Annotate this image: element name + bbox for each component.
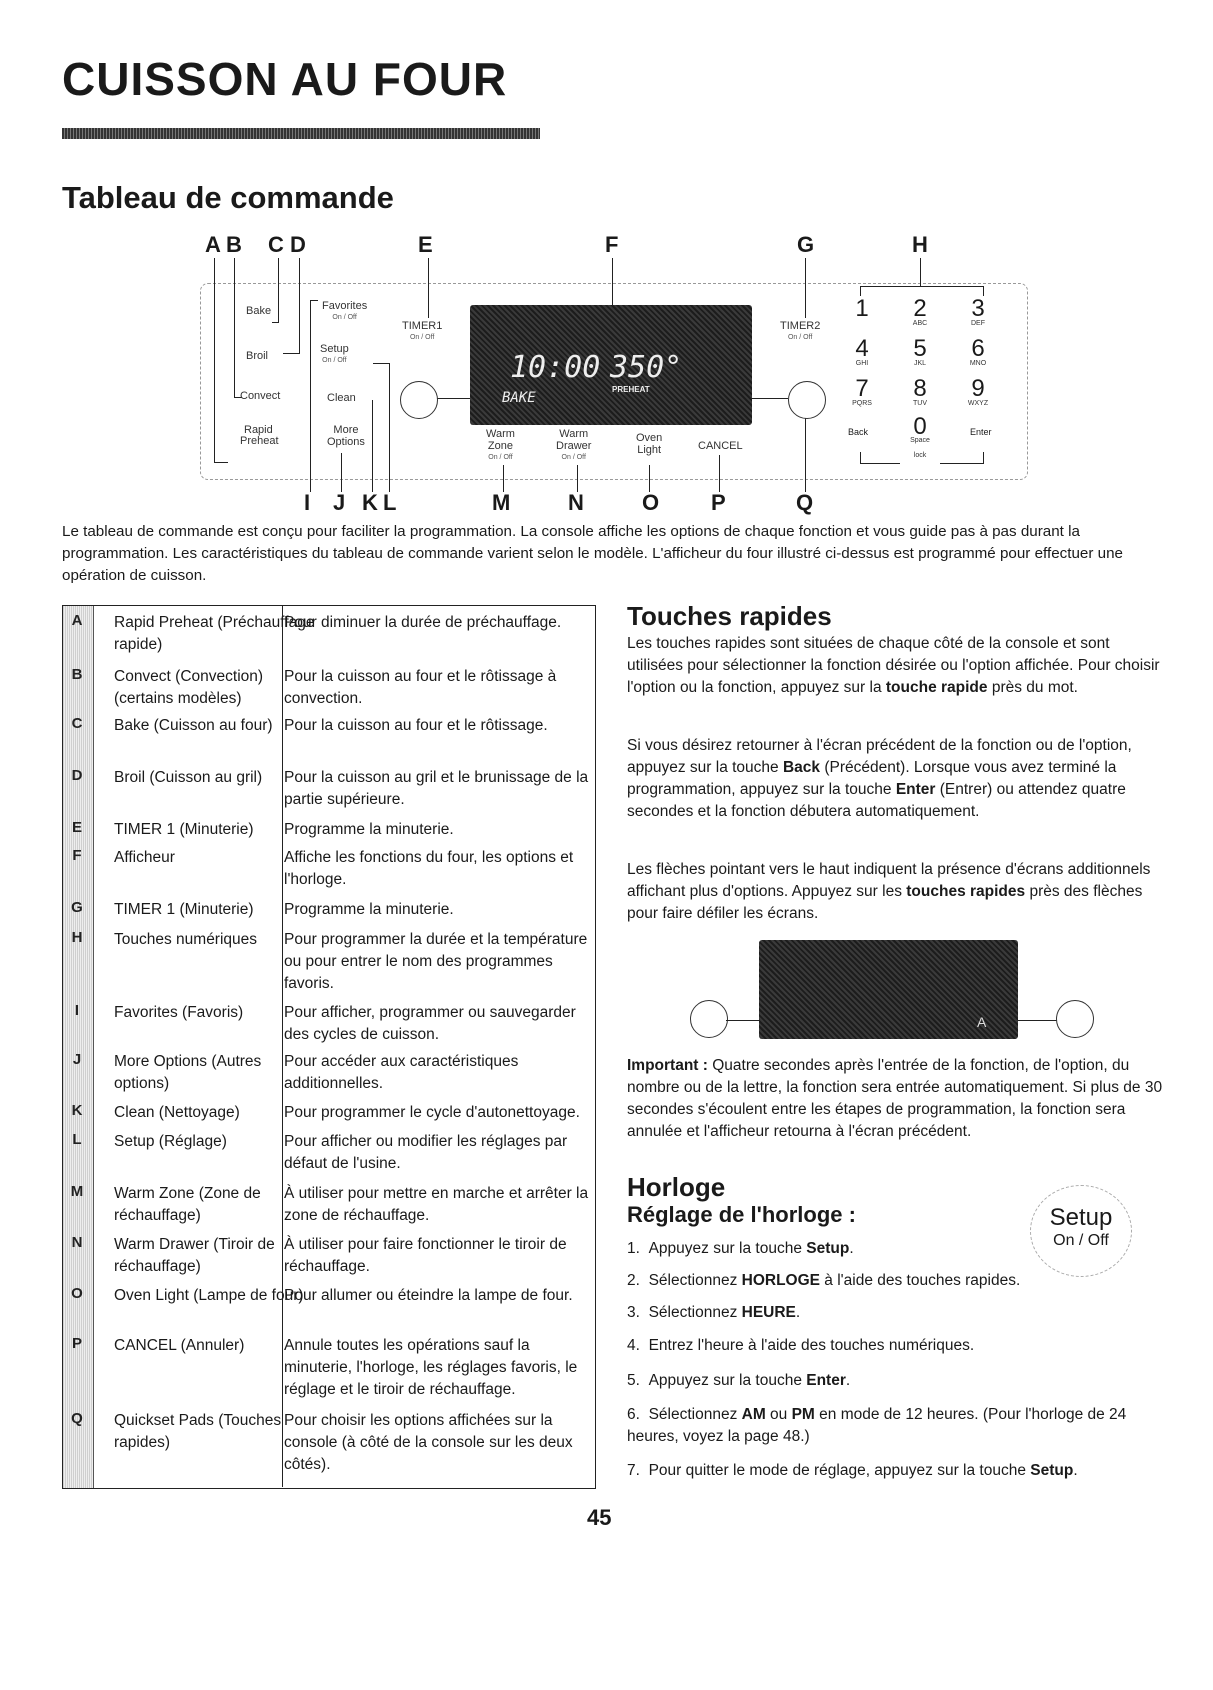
callout-letter-o: O (642, 490, 660, 515)
callout-letter-k: K (362, 490, 378, 515)
page-number: 45 (587, 1505, 612, 1530)
display-screen-illustration (759, 940, 1018, 1039)
timer2-pad[interactable] (780, 320, 820, 344)
key-5-letters: JKL (913, 360, 927, 367)
row-name: Broil (Cuisson au gril) (114, 769, 263, 786)
favorites-pad[interactable] (322, 300, 367, 324)
display-function: BAKE (502, 390, 536, 406)
key-3-letters: DEF (971, 320, 985, 327)
step-item: 5. Appuyez sur la touche Enter. (627, 1372, 851, 1389)
row-desc: Affiche les fonctions du four, les options et l'horloge. (284, 849, 574, 888)
horloge-title: Horloge (627, 1172, 726, 1202)
step-item: 2. Sélectionnez HORLOGE à l'aide des touches rapides. (627, 1272, 1021, 1289)
row-key: G (71, 899, 83, 916)
callout-letter-c: C (268, 232, 284, 257)
up-arrow-icon: A (977, 1014, 987, 1030)
key-9-letters: WXYZ (967, 400, 989, 407)
display-temp: 350° (610, 350, 683, 385)
row-desc: Programme la minuterie. (284, 901, 454, 918)
key-back[interactable]: Back (848, 427, 869, 437)
row-desc: À utiliser pour mettre en marche et arrêter la zone de réchauffage. (284, 1185, 589, 1224)
callout-letter-i: I (304, 490, 311, 515)
clean-pad[interactable]: Clean (327, 392, 356, 404)
key-4[interactable]: 4 (855, 335, 869, 362)
key-2[interactable]: 2 (913, 295, 927, 322)
quickset-pad-left[interactable] (400, 381, 438, 419)
callout-letter-q: Q (796, 490, 814, 515)
key-2-letters: ABC (912, 320, 928, 327)
touches-para-3: Les flèches pointant vers le haut indiquent la présence d'écrans additionnels affichant plus d'options. Appuyez sur les touches rapides près des flèches pour faire défiler les écrans. (627, 861, 1151, 922)
callout-letter-j: J (333, 490, 346, 515)
title-underline (62, 128, 540, 139)
cancel-pad[interactable]: CANCEL (698, 440, 743, 452)
row-key: Q (71, 1410, 83, 1427)
key-3[interactable]: 3 (971, 295, 985, 322)
row-key: C (71, 715, 83, 732)
feature-table (62, 605, 596, 1690)
section-title: Tableau de commande (62, 180, 394, 215)
row-desc: Pour afficher ou modifier les réglages par défaut de l'usine. (284, 1133, 568, 1172)
setup-label: Setup (320, 343, 349, 355)
callout-letter-h: H (912, 232, 928, 257)
options-label: Options (327, 436, 365, 448)
touches-para-2: Si vous désirez retourner à l'écran précédent de la fonction ou de l'option, appuyez sur la touche Back (Précédent). Lorsque vous avez terminé la programmation, appuyez sur la touche Enter (Entrer) ou attendez quatre secondes et la fonction débutera automatiquement. (627, 737, 1132, 820)
callout-letter-l: L (383, 490, 397, 515)
warm-zone-label-2: Zone (487, 440, 513, 452)
row-desc: Pour programmer le cycle d'autonettoyage. (284, 1104, 580, 1121)
step-item: 3. Sélectionnez HEURE. (627, 1304, 801, 1321)
row-key: N (71, 1234, 83, 1251)
row-name: Bake (Cuisson au four) (114, 717, 273, 734)
row-desc: Pour la cuisson au four et le rôtissage à convection. (284, 668, 557, 707)
key-7[interactable]: 7 (855, 375, 869, 402)
touches-title: Touches rapides (627, 601, 832, 631)
broil-label: Broil (246, 350, 269, 362)
row-name: Warm Zone (Zone de réchauffage) (114, 1185, 261, 1224)
row-key: I (74, 1002, 80, 1019)
row-desc: Pour accéder aux caractéristiques additionnelles. (284, 1053, 519, 1092)
favorites-sublabel: On / Off (332, 314, 357, 321)
row-desc: Pour diminuer la durée de préchauffage. (284, 614, 562, 631)
row-key: L (72, 1131, 82, 1148)
row-key: M (70, 1183, 84, 1200)
timer1-sublabel: On / Off (409, 334, 435, 341)
row-desc: Pour programmer la durée et la température ou pour entrer le nom des programmes favoris. (284, 931, 588, 992)
preheat-label: Preheat (240, 435, 279, 447)
row-key: O (71, 1285, 83, 1302)
more-options-pad[interactable] (327, 424, 365, 448)
favorites-label: Favorites (322, 300, 368, 312)
timer2-label: TIMER2 (780, 320, 821, 332)
key-7-letters: PQRS (852, 400, 872, 407)
warm-drawer-label-2: Drawer (556, 440, 592, 452)
row-name: Touches numériques (114, 931, 258, 948)
row-name: Quickset Pads (Touches rapides) (114, 1412, 282, 1451)
convect-label: Convect (240, 390, 281, 402)
oven-display (470, 305, 752, 425)
row-desc: Programme la minuterie. (284, 821, 454, 838)
rapid-label: Rapid (244, 424, 273, 436)
timer2-sublabel: On / Off (787, 334, 813, 341)
callout-letter-a: A (205, 232, 221, 257)
oven-light-label-2: Light (637, 444, 662, 456)
bake-label: Bake (246, 305, 272, 317)
timer1-label: TIMER1 (402, 320, 443, 332)
row-desc: Pour la cuisson au four et le rôtissage. (284, 717, 548, 734)
page-title: CUISSON AU FOUR (62, 53, 508, 105)
warm-drawer-label: Warm (559, 428, 589, 440)
callout-letter-m: M (492, 490, 511, 515)
key-0-space: Space (910, 437, 930, 444)
key-8-letters: TUV (913, 400, 927, 407)
row-key: F (72, 847, 82, 864)
key-8[interactable]: 8 (913, 375, 927, 402)
callout-letter-b: B (226, 232, 242, 257)
quickset-pad-right-illustration (1056, 1000, 1094, 1038)
row-name: Clean (Nettoyage) (114, 1104, 240, 1121)
step-item: 4. Entrez l'heure à l'aide des touches numériques. (627, 1337, 975, 1354)
setup-badge-label: Setup (1049, 1204, 1113, 1231)
row-name: TIMER 1 (Minuterie) (114, 901, 254, 918)
key-0[interactable]: 0 (913, 413, 927, 440)
row-key: B (71, 666, 83, 683)
setup-button-illustration (1030, 1185, 1132, 1277)
setup-badge-sublabel: On / Off (1053, 1232, 1109, 1249)
row-desc: Annule toutes les opérations sauf la minuterie, l'horloge, les réglages favoris, le réglage et le tiroir de réchauffage. (284, 1337, 578, 1398)
important-note: Important : Quatre secondes après l'entrée de la fonction, de l'option, du nombre ou de la lettre, la fonction sera entrée automatiquement. Si plus de 30 secondes s'écoulent entre les étapes de programmation, la fonction sera annulée et l'afficheur retourna à l'écran précédent. (627, 1057, 1163, 1140)
row-name: Warm Drawer (Tiroir de réchauffage) (114, 1236, 275, 1275)
warm-zone-label: Warm (486, 428, 515, 440)
row-desc: Pour choisir les options affichées sur la console (à côté de la console sur les deux côtés). (284, 1412, 573, 1473)
step-item: 1. Appuyez sur la touche Setup. (627, 1240, 854, 1257)
step-item: 7. Pour quitter le mode de réglage, appuyez sur la touche Setup. (627, 1462, 1078, 1479)
timer1-pad[interactable] (402, 320, 442, 344)
warm-zone-pad[interactable] (486, 428, 515, 464)
row-key: E (71, 819, 82, 836)
row-desc: À utiliser pour faire fonctionner le tiroir de réchauffage. (284, 1236, 567, 1275)
quickset-pad-right[interactable] (788, 381, 826, 419)
row-name: Afficheur (114, 849, 175, 866)
row-name: Setup (Réglage) (114, 1133, 227, 1150)
row-key: K (71, 1102, 83, 1119)
key-4-letters: GHI (855, 360, 869, 367)
key-6[interactable]: 6 (971, 335, 985, 362)
callout-letter-f: F (605, 232, 619, 257)
key-6-letters: MNO (969, 360, 987, 367)
row-name: Rapid Preheat (Préchauffage rapide) (114, 614, 315, 653)
row-key: J (72, 1051, 82, 1068)
callout-letter-e: E (418, 232, 433, 257)
row-name: Convect (Convection) (certains modèles) (114, 668, 264, 707)
row-name: Favorites (Favoris) (114, 1004, 244, 1021)
setup-pad[interactable] (320, 343, 349, 367)
callout-letter-g: G (797, 232, 815, 257)
row-desc: Pour la cuisson au gril et le brunissage de la partie supérieure. (284, 769, 589, 808)
oven-light-pad[interactable] (636, 432, 662, 456)
callout-letter-p: P (711, 490, 726, 515)
step-item: 6. Sélectionnez AM ou PM en mode de 12 heures. (Pour l'horloge de 24 heures, voyez la page 48.) (627, 1406, 1127, 1445)
warm-drawer-sublabel: On / Off (561, 454, 586, 461)
display-preheat: PREHEAT (612, 385, 650, 394)
touches-para-1: Les touches rapides sont situées de chaque côté de la console et sont utilisées pour sélectionner la fonction désirée ou l'option affichée. Pour choisir l'option ou la fonction, appuyez sur la touche rapide près du mot. (627, 635, 1160, 696)
oven-light-label: Oven (636, 432, 663, 444)
lock-label: lock (913, 452, 927, 459)
display-time: 10:00 (510, 350, 601, 385)
key-enter[interactable]: Enter (970, 427, 992, 437)
intro-paragraph: Le tableau de commande est conçu pour faciliter la programmation. La console affiche les options de chaque fonction et vous guide pas à pas durant la programmation. Les caractéristiques du tableau de commande varient selon le modèle. L'afficheur du four illustré ci-dessus est programmé pour effectuer une opération de cuisson. (62, 523, 1123, 584)
row-name: Oven Light (Lampe de four) (114, 1287, 304, 1304)
row-name: CANCEL (Annuler) (114, 1337, 245, 1354)
horloge-subtitle: Réglage de l'horloge : (627, 1202, 856, 1227)
row-desc: Pour afficher, programmer ou sauvegarder des cycles de cuisson. (284, 1004, 576, 1043)
row-name: More Options (Autres options) (114, 1053, 262, 1092)
quickset-pad-left-illustration (690, 1000, 728, 1038)
key-5[interactable]: 5 (913, 335, 927, 362)
row-key: H (71, 929, 83, 946)
warm-zone-sublabel: On / Off (488, 454, 513, 461)
key-9[interactable]: 9 (971, 375, 985, 402)
row-name: TIMER 1 (Minuterie) (114, 821, 254, 838)
warm-drawer-pad[interactable] (556, 428, 591, 464)
more-label: More (333, 424, 359, 436)
row-key: D (71, 767, 83, 784)
callout-letter-n: N (568, 490, 584, 515)
row-key: P (71, 1335, 82, 1352)
key-1[interactable]: 1 (855, 295, 869, 322)
row-desc: Pour allumer ou éteindre la lampe de four. (284, 1287, 573, 1304)
callout-letter-d: D (290, 232, 306, 257)
setup-sublabel: On / Off (322, 357, 347, 364)
row-key: A (71, 612, 83, 629)
